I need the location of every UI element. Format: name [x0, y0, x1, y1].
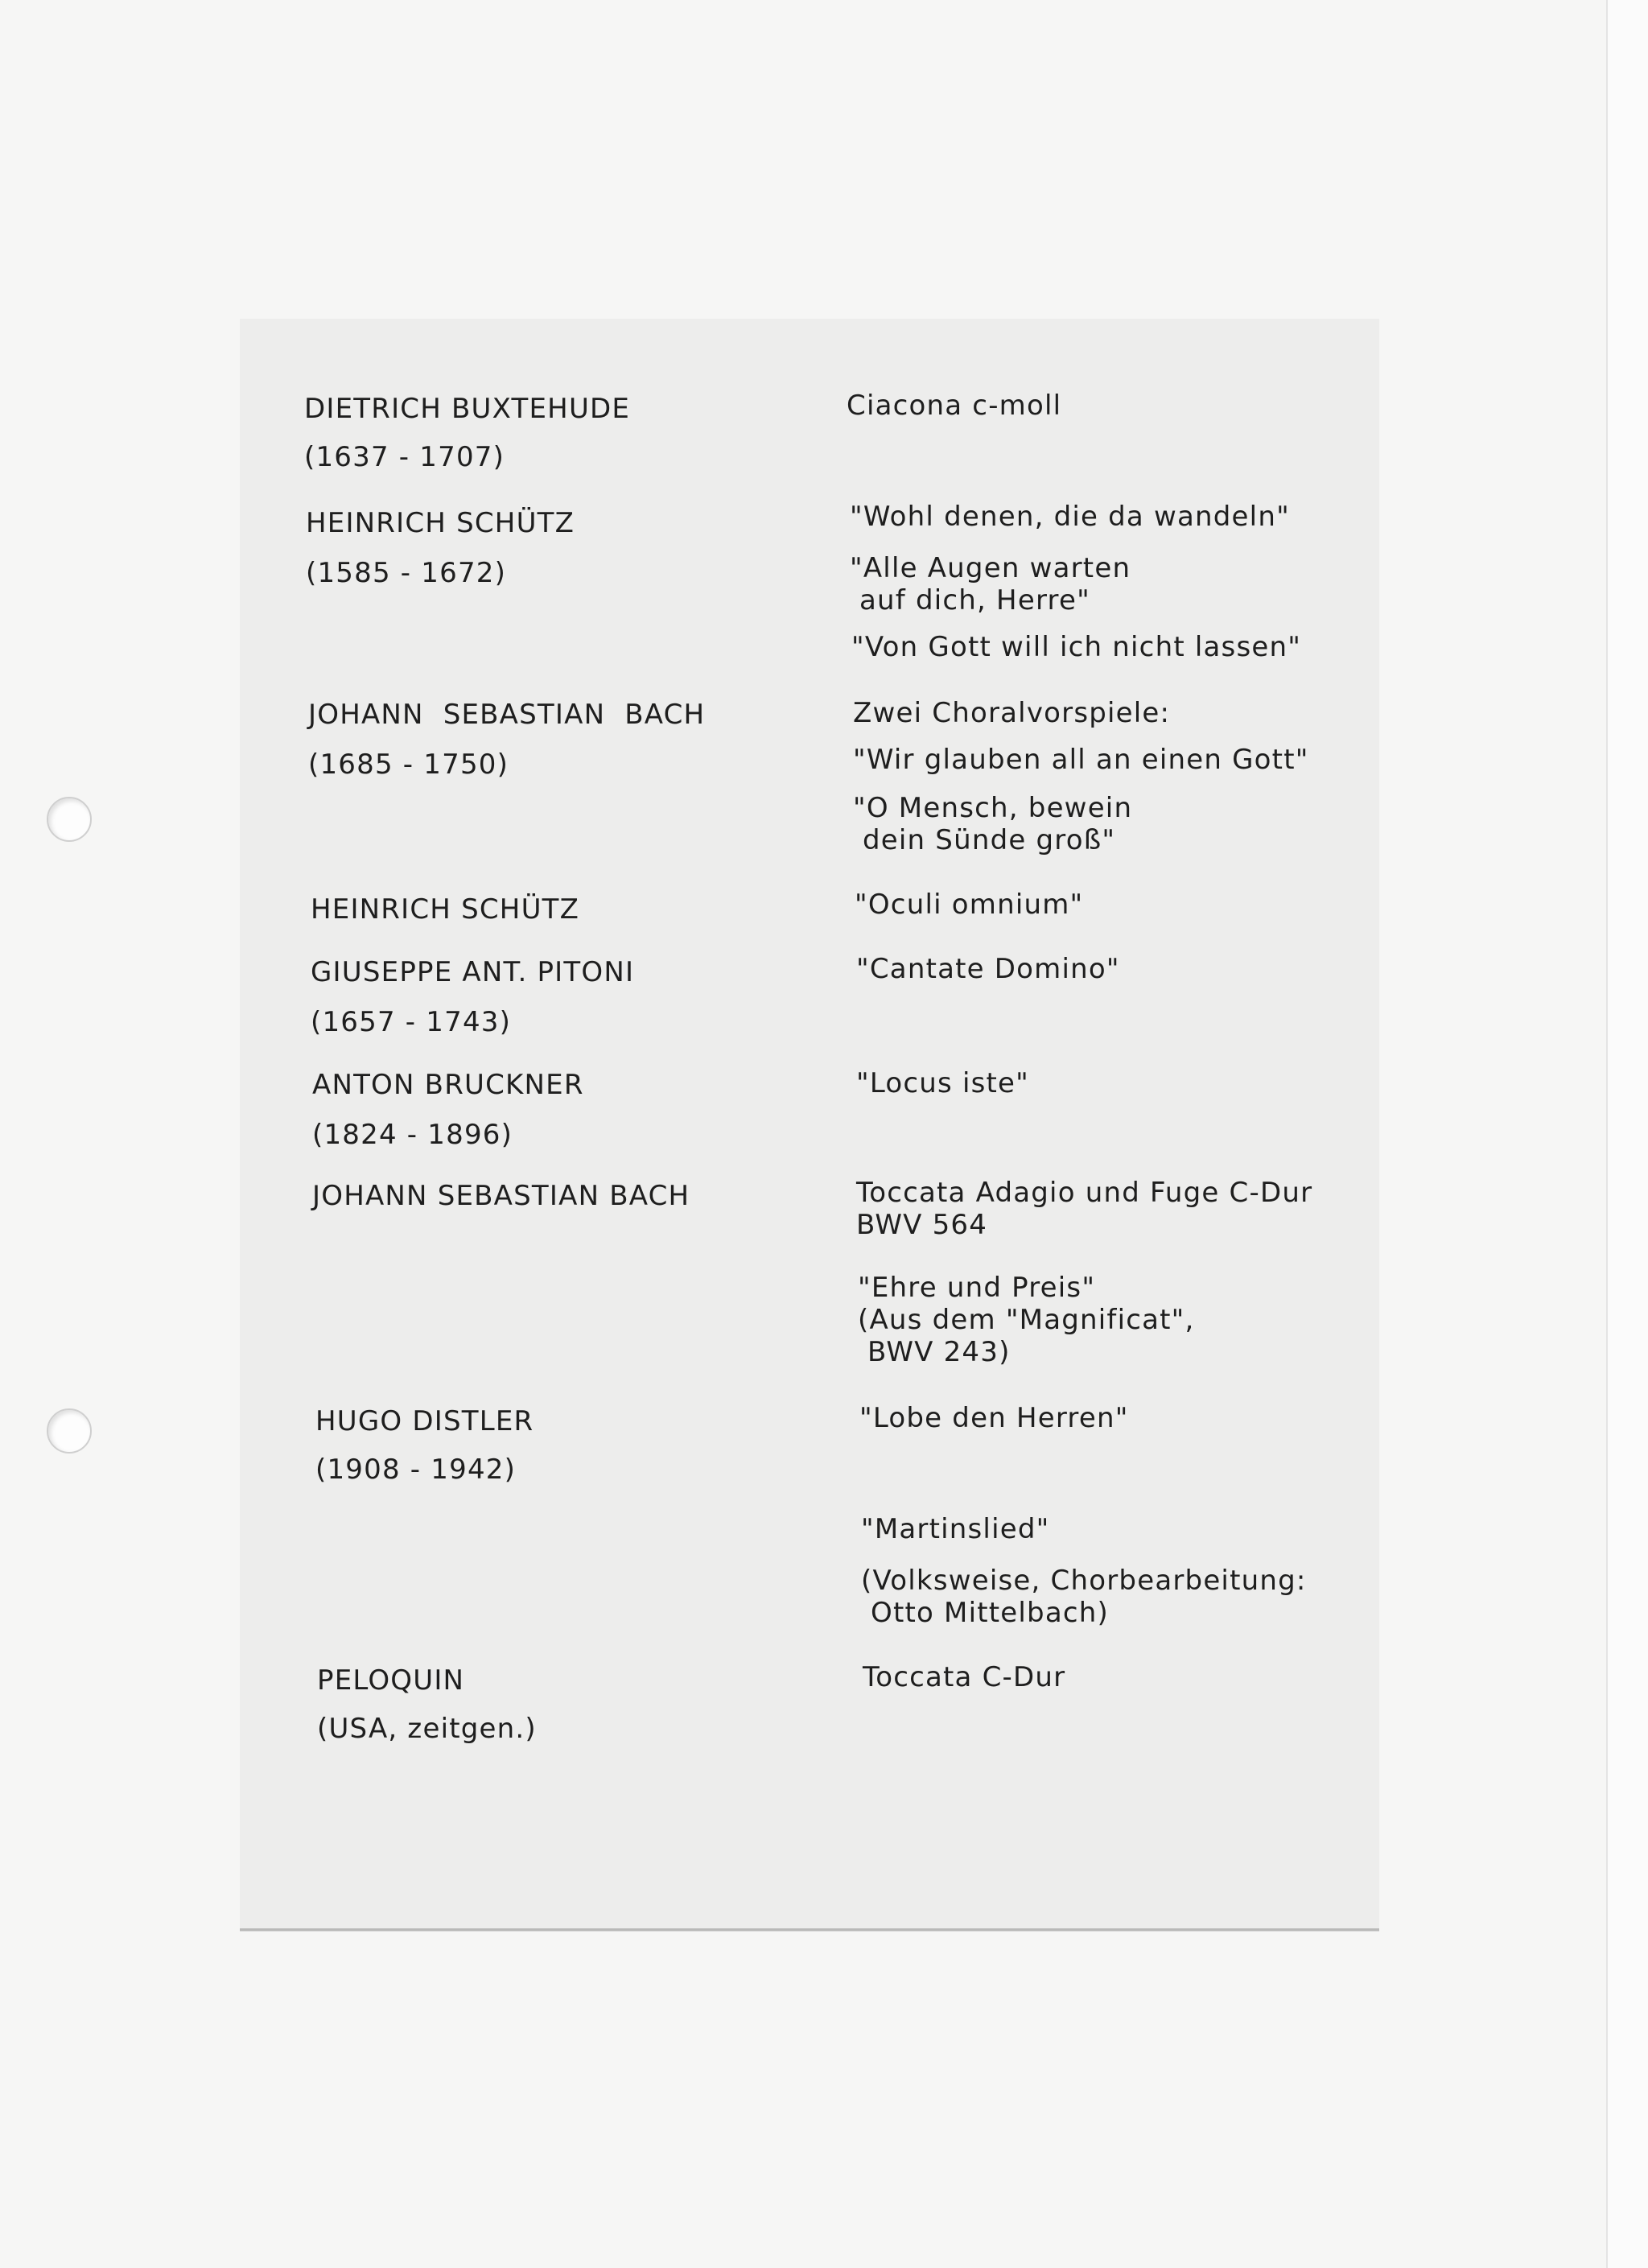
work-title: "Alle Augen warten auf dich, Herre" [850, 552, 1131, 616]
composer-name: HEINRICH SCHÜTZ [306, 507, 575, 539]
work-title: "Oculi omnium" [855, 889, 1084, 921]
composer-name: HUGO DISTLER [315, 1405, 534, 1437]
work-title: "Wohl denen, die da wandeln" [850, 501, 1290, 533]
composer-name: HEINRICH SCHÜTZ [311, 893, 580, 926]
work-title: "Cantate Domino" [856, 953, 1120, 985]
composer-dates: (1908 - 1942) [315, 1454, 517, 1486]
work-title: "Wir glauben all an einen Gott" [853, 744, 1309, 776]
work-title: Zwei Choralvorspiele: [853, 697, 1171, 729]
work-title: Toccata C-Dur [863, 1661, 1066, 1693]
composer-dates: (USA, zeitgen.) [317, 1713, 537, 1745]
page-edge [1606, 0, 1648, 2268]
punch-hole-bottom [47, 1408, 92, 1454]
work-title: "Von Gott will ich nicht lassen" [851, 631, 1302, 663]
work-title: (Volksweise, Chorbearbeitung: Otto Mittelbach) [861, 1565, 1307, 1629]
composer-dates: (1685 - 1750) [308, 748, 509, 781]
work-title: "Martinslied" [861, 1513, 1050, 1545]
composer-dates: (1824 - 1896) [312, 1119, 513, 1151]
composer-name: DIETRICH BUXTEHUDE [304, 393, 631, 425]
composer-dates: (1637 - 1707) [304, 441, 505, 473]
composer-dates: (1657 - 1743) [311, 1006, 512, 1038]
work-title: "Locus iste" [856, 1067, 1029, 1099]
composer-name: JOHANN SEBASTIAN BACH [308, 699, 706, 731]
composer-name: JOHANN SEBASTIAN BACH [312, 1180, 690, 1212]
work-title: "Ehre und Preis" (Aus dem "Magnificat", BWV 243) [858, 1272, 1195, 1368]
composer-name: PELOQUIN [317, 1664, 465, 1697]
work-title: Toccata Adagio und Fuge C-Dur BWV 564 [856, 1177, 1313, 1241]
composer-dates: (1585 - 1672) [306, 557, 507, 589]
work-title: "O Mensch, bewein dein Sünde groß" [853, 792, 1133, 856]
work-title: "Lobe den Herren" [859, 1402, 1129, 1434]
work-title: Ciacona c-moll [847, 390, 1062, 422]
composer-name: GIUSEPPE ANT. PITONI [311, 956, 635, 988]
punch-hole-top [47, 797, 92, 842]
composer-name: ANTON BRUCKNER [312, 1069, 584, 1101]
